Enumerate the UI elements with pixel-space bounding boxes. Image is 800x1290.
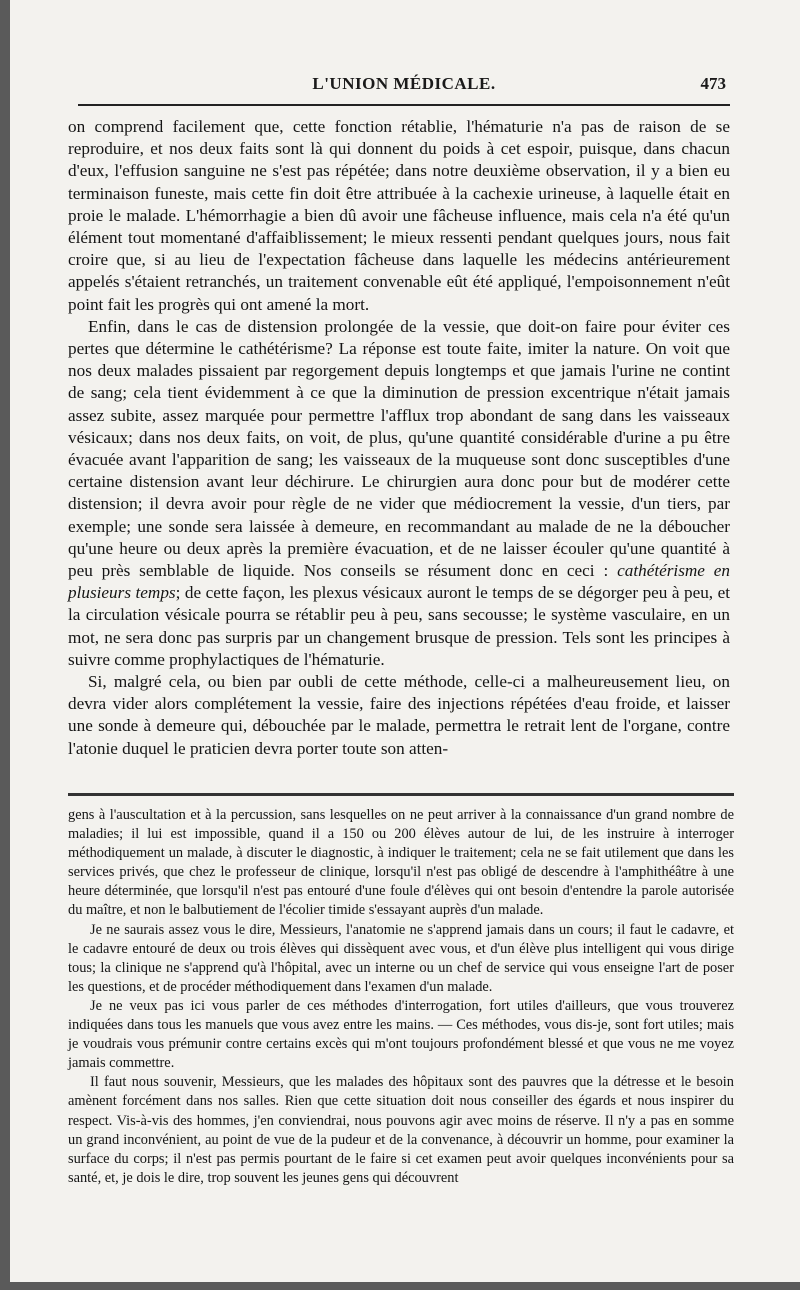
header-rule <box>78 104 730 106</box>
paragraph-2 <box>68 316 730 671</box>
note-paragraph-2: Je ne saurais assez vous le dire, Messieurs, l'anatomie ne s'apprend jamais dans un cours; il faut le cadavre, et le cadavre entouré de deux ou trois élèves qui dissèquent avec vous, et d'un élève plus intelligent qui vous dirige tous; la clinique ne s'apprend qu'à l'hôpital, avec un interne ou un chef de service qui vous enseigne l'art de poser les questions, et de procéder méthodiquement dans l'examen d'un malade. <box>68 921 734 995</box>
footnote-text <box>68 806 734 1188</box>
note-paragraph-4: Il faut nous souvenir, Messieurs, que les malades des hôpitaux sont des pauvres que la détresse et le besoin amènent forcément dans nos salles. Rien que cette situation doit nous conseiller des égards et nous inspirer du respect. Vis-à-vis des hommes, j'en conviendrai, nous pouvons agir avec moins de réserve. Il n'y a pas en somme un grand inconvénient, au point de vue de la pudeur et de la convenance, à découvrir un homme, pour examiner la surface du corps; il n'est pas permis pourtant de le faire si cet examen peut avoir quelques inconvénients pour sa santé, et, je dois le dire, trop souvent les jeunes gens qui découvrent <box>68 1074 734 1186</box>
note-paragraph-3: Je ne veux pas ici vous parler de ces méthodes d'interrogation, fort utiles d'ailleurs, que vous trouverez indiquées dans tous les manuels que vous avez entre les mains. — Ces méthodes, vous dis-je, sont fort utiles; mais je voudrais vous prémunir contre certains excès qui m'ont toujours profondément blessé et que vous ne me voyez jamais commettre. <box>68 997 734 1072</box>
paragraph-3: Si, malgré cela, ou bien par oubli de cette méthode, celle-ci a malheureusement lieu, on devra vider alors complétement la vessie, faire des injections répétées d'eau froide, et laisser une sonde à demeure qui, débouchée par le malade, permettra le retrait lent de l'organe, contre l'atonie duquel le praticien devra porter toute son atten- <box>68 672 730 758</box>
page <box>10 0 800 1282</box>
footnote-rule <box>68 793 734 796</box>
italic-phrase: cathétérisme en plusieurs temps <box>68 561 731 603</box>
running-title: L'UNION MÉDICALE. <box>312 74 496 93</box>
paragraph-2-start: Enfin, dans le cas de distension prolongée de la vessie, que doit-on faire pour éviter ces pertes que détermine le cathétérisme? La réponse est toute faite, imiter la nature. On voit que nos deux malades pissaient par regorgement depuis longtemps et que jamais l'urine ne contint de sang; cela tient évidemment à ce que la diminution de pression excentrique n'était jamais assez subite, assez marquée pour permettre l'afflux trop abondant de sang dans les vaisseaux vésicaux; dans nos deux faits, on voit, de plus, qu'une quantité considérable d'urine a pu être évacuée avant l'apparition de sang; les vaisseaux de la muqueuse sont donc susceptibles d'une certaine distension avant leur déchirure. Le chirurgien aura donc pour but de modérer cette distension; il devra avoir pour règle de ne vider que médiocrement la vessie, d'un tiers, par exemple; une sonde sera laissée à demeure, en recommandant au malade de ne la déboucher qu'une heure ou deux après la première évacuation, et de ne laisser écouler qu'une quantité à peu près semblable de liquide. Nos conseils se résument donc en ceci : <box>68 316 730 581</box>
page-number: 473 <box>700 74 726 93</box>
note-paragraph-1: gens à l'auscultation et à la percussion, sans lesquelles on ne peut arriver à la connaissance d'un grand nombre de maladies; il lui est impossible, quand il a 150 ou 200 élèves autour de lui, de les instruire à interroger méthodiquement un malade, à discuter le diagnostic, à indiquer le traitement; cela ne se fait utilement que dans les services privés, que chez le professeur de clinique, lorsqu'il n'est pas obligé de descendre à l'amphithéâtre à une heure déterminée, que lorsqu'il n'est pas entouré d'une foule d'élèves qui ont besoin d'entendre la parole autorisée du maître, et non le balbutiement de l'écolier timide s'essayant auprès d'un malade. <box>68 807 734 919</box>
paragraph-2-end: ; de cette façon, les plexus vésicaux auront le temps de se dégorger peu à peu, et la circulation vésicale pourra se rétablir peu à peu, sans secousse; le système vasculaire, en un mot, ne sera donc pas surpris par un changement brusque de pression. Tels sont les principes à suivre comme prophylactiques de l'hématurie. <box>68 583 730 669</box>
paragraph-1: on comprend facilement que, cette fonction rétablie, l'hématurie n'a pas de raison de se reproduire, et nos deux faits sont là qui donnent du poids à cet espoir, puisque, dans chacun d'eux, l'effusion sanguine ne s'est pas répétée; dans notre deuxième observation, il y a bien eu terminaison funeste, mais cette fin doit être attribuée à la cachexie urineuse, à laquelle était en proie le malade. L'hémorrhagie a bien dû avoir une fâcheuse influence, mais cela n'a été qu'un élément tout momentané d'affaiblissement; le mieux ressenti pendant quelques jours, nous fait croire que, si au lieu de l'expectation fâcheuse dans laquelle les médecins antérieurement appelés s'étaient retranchés, un traitement convenable eût été appliqué, l'empoisonnement n'eût point fait les progrès qui ont amené la mort. <box>68 117 730 314</box>
main-text <box>68 116 730 760</box>
page-header <box>78 74 730 100</box>
